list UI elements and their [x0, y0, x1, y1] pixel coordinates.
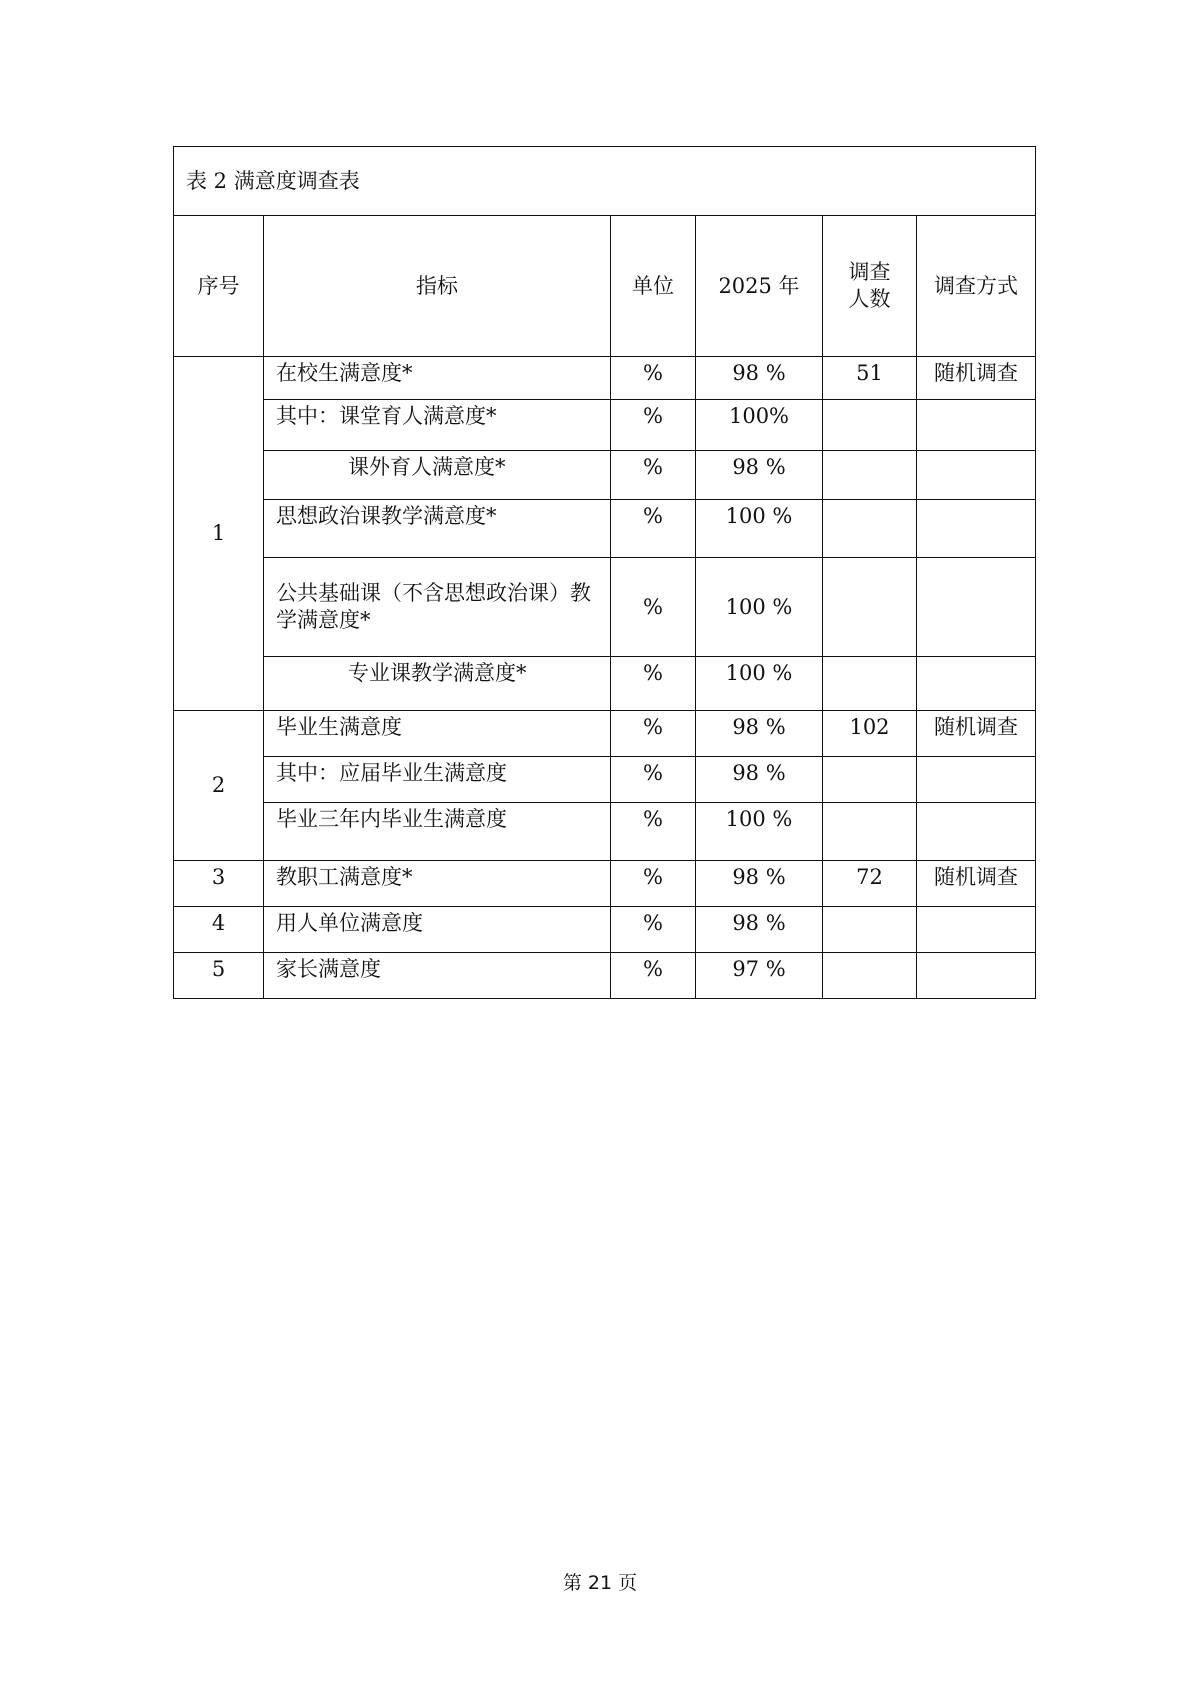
method-cell: 随机调查	[917, 861, 1036, 907]
unit-cell: %	[611, 803, 696, 861]
table-row	[174, 500, 1036, 558]
unit-cell: %	[611, 400, 696, 451]
method-cell	[917, 400, 1036, 451]
count-cell	[823, 451, 917, 500]
table-title: 表 2 满意度调查表	[174, 147, 1036, 216]
satisfaction-survey-table	[173, 146, 1036, 999]
unit-cell: %	[611, 558, 696, 657]
table-row	[174, 907, 1036, 953]
count-cell	[823, 803, 917, 861]
value-cell: 97 %	[696, 953, 823, 999]
indicator-cell: 课外育人满意度*	[264, 451, 611, 500]
header-method: 调查方式	[917, 216, 1036, 357]
table-row	[174, 711, 1036, 757]
method-cell	[917, 907, 1036, 953]
table-row	[174, 400, 1036, 451]
value-cell: 98 %	[696, 757, 823, 803]
header-count-line1: 调查	[848, 260, 891, 284]
value-cell: 98 %	[696, 357, 823, 400]
indicator-cell: 毕业生满意度	[264, 711, 611, 757]
method-cell: 随机调查	[917, 357, 1036, 400]
unit-cell: %	[611, 500, 696, 558]
header-indicator: 指标	[264, 216, 611, 357]
header-seq: 序号	[174, 216, 264, 357]
seq-cell: 2	[174, 711, 264, 861]
indicator-cell: 教职工满意度*	[264, 861, 611, 907]
method-cell	[917, 757, 1036, 803]
indicator-cell: 专业课教学满意度*	[264, 657, 611, 711]
unit-cell: %	[611, 757, 696, 803]
indicator-cell: 家长满意度	[264, 953, 611, 999]
count-cell	[823, 757, 917, 803]
header-year: 2025 年	[696, 216, 823, 357]
indicator-cell: 毕业三年内毕业生满意度	[264, 803, 611, 861]
count-cell	[823, 400, 917, 451]
table-row	[174, 803, 1036, 861]
value-cell: 98 %	[696, 861, 823, 907]
count-cell: 102	[823, 711, 917, 757]
value-cell: 100 %	[696, 558, 823, 657]
seq-cell: 5	[174, 953, 264, 999]
method-cell	[917, 953, 1036, 999]
unit-cell: %	[611, 357, 696, 400]
count-cell: 72	[823, 861, 917, 907]
method-cell	[917, 657, 1036, 711]
value-cell: 100 %	[696, 500, 823, 558]
page-number: 第 21 页	[562, 1572, 638, 1594]
value-cell: 100%	[696, 400, 823, 451]
table-row	[174, 953, 1036, 999]
indicator-cell: 公共基础课（不含思想政治课）教学满意度*	[264, 558, 611, 657]
unit-cell: %	[611, 451, 696, 500]
table-row	[174, 757, 1036, 803]
indicator-cell: 在校生满意度*	[264, 357, 611, 400]
table-row	[174, 451, 1036, 500]
table-row	[174, 861, 1036, 907]
count-cell	[823, 907, 917, 953]
unit-cell: %	[611, 907, 696, 953]
unit-cell: %	[611, 861, 696, 907]
indicator-cell: 其中：课堂育人满意度*	[264, 400, 611, 451]
indicator-cell: 思想政治课教学满意度*	[264, 500, 611, 558]
unit-cell: %	[611, 953, 696, 999]
table-row	[174, 357, 1036, 400]
count-cell	[823, 657, 917, 711]
value-cell: 100 %	[696, 803, 823, 861]
unit-cell: %	[611, 711, 696, 757]
indicator-cell: 其中：应届毕业生满意度	[264, 757, 611, 803]
method-cell	[917, 451, 1036, 500]
header-count	[823, 216, 917, 357]
seq-cell: 3	[174, 861, 264, 907]
value-cell: 100 %	[696, 657, 823, 711]
seq-cell: 4	[174, 907, 264, 953]
method-cell	[917, 803, 1036, 861]
header-unit: 单位	[611, 216, 696, 357]
table-header-row	[174, 216, 1036, 357]
method-cell: 随机调查	[917, 711, 1036, 757]
value-cell: 98 %	[696, 451, 823, 500]
count-cell	[823, 953, 917, 999]
table-row	[174, 657, 1036, 711]
count-cell: 51	[823, 357, 917, 400]
unit-cell: %	[611, 657, 696, 711]
value-cell: 98 %	[696, 711, 823, 757]
count-cell	[823, 558, 917, 657]
value-cell: 98 %	[696, 907, 823, 953]
table-row	[174, 558, 1036, 657]
seq-cell: 1	[174, 357, 264, 711]
indicator-cell: 用人单位满意度	[264, 907, 611, 953]
count-cell	[823, 500, 917, 558]
header-count-line2: 人数	[848, 287, 891, 311]
method-cell	[917, 558, 1036, 657]
method-cell	[917, 500, 1036, 558]
